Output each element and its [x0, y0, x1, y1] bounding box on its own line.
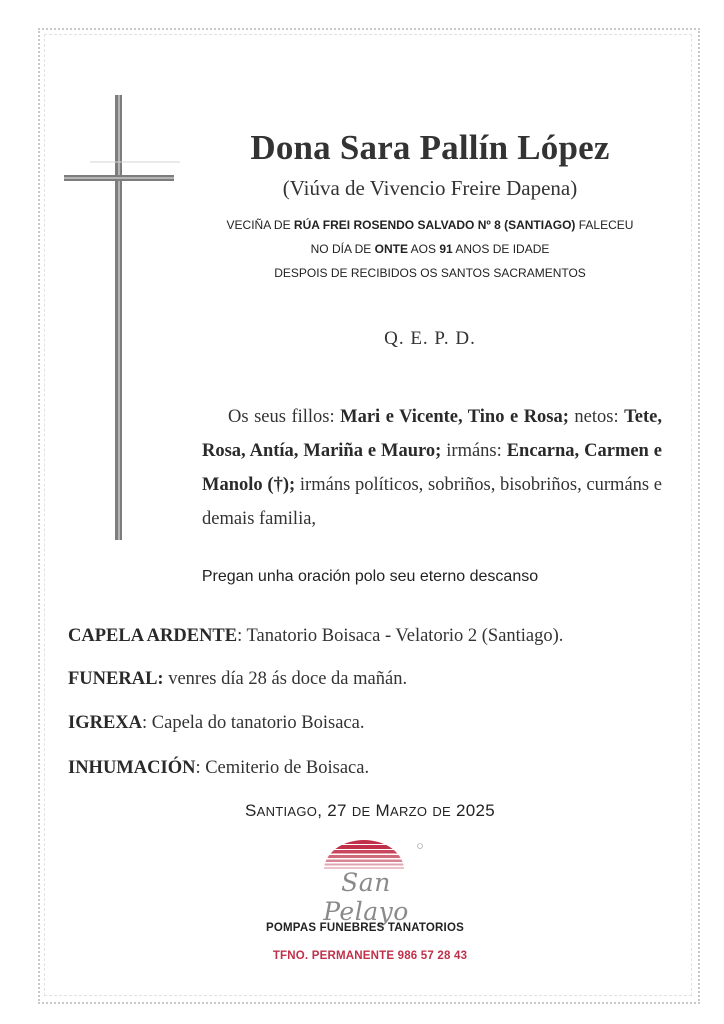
company-name: POMPAS FUNEBRES TANATORIOS: [266, 922, 464, 934]
family-paragraph: Os seus fillos: Mari e Vicente, Tino e Rosa; netos: Tete, Rosa, Antía, Mariña e Mauro; irmáns: Encarna, Carmen e Manolo (†); irmáns políticos, sobriños, bisobriños, curmáns e demais familia,: [202, 407, 663, 529]
widow-of-line: (Viúva de Vivencio Freire Dapena): [282, 176, 578, 200]
deceased-name: Dona Sara Pallín López: [250, 128, 610, 167]
sacraments-line: DESPOIS DE RECIBIDOS OS SANTOS SACRAMENTOS: [274, 266, 586, 280]
prayer-line: Pregan unha oración polo seu eterno descanso: [201, 568, 539, 585]
logo-text: San Pelayo: [323, 868, 409, 926]
detail-capela: CAPELA ARDENTE: Tanatorio Boisaca - Velatorio 2 (Santiago).: [68, 626, 564, 646]
residence-line: VECIÑA DE RÚA FREI ROSENDO SALVADO Nº 8 (SANTIAGO) FALECEU: [226, 218, 634, 232]
detail-inhumacion: INHUMACIÓN: Cemiterio de Boisaca.: [68, 758, 370, 778]
phone-number: TFNO. PERMANENTE 986 57 28 43: [272, 950, 468, 962]
cross-icon: [60, 95, 180, 540]
date-line: SANTIAGO, 27 DE MARZO DE 2025: [244, 801, 496, 820]
detail-funeral: FUNERAL: venres día 28 ás doce da mañán.: [68, 669, 408, 689]
age: 91: [439, 242, 453, 256]
death-day: ONTE: [374, 242, 408, 256]
qepd: Q. E. P. D.: [384, 328, 476, 349]
detail-igrexa: IGREXA: Capela do tanatorio Boisaca.: [68, 713, 365, 733]
address: RÚA FREI ROSENDO SALVADO Nº 8 (SANTIAGO): [293, 218, 576, 232]
death-line: NO DÍA DE ONTE AOS 91 ANOS DE IDADE: [310, 242, 550, 256]
